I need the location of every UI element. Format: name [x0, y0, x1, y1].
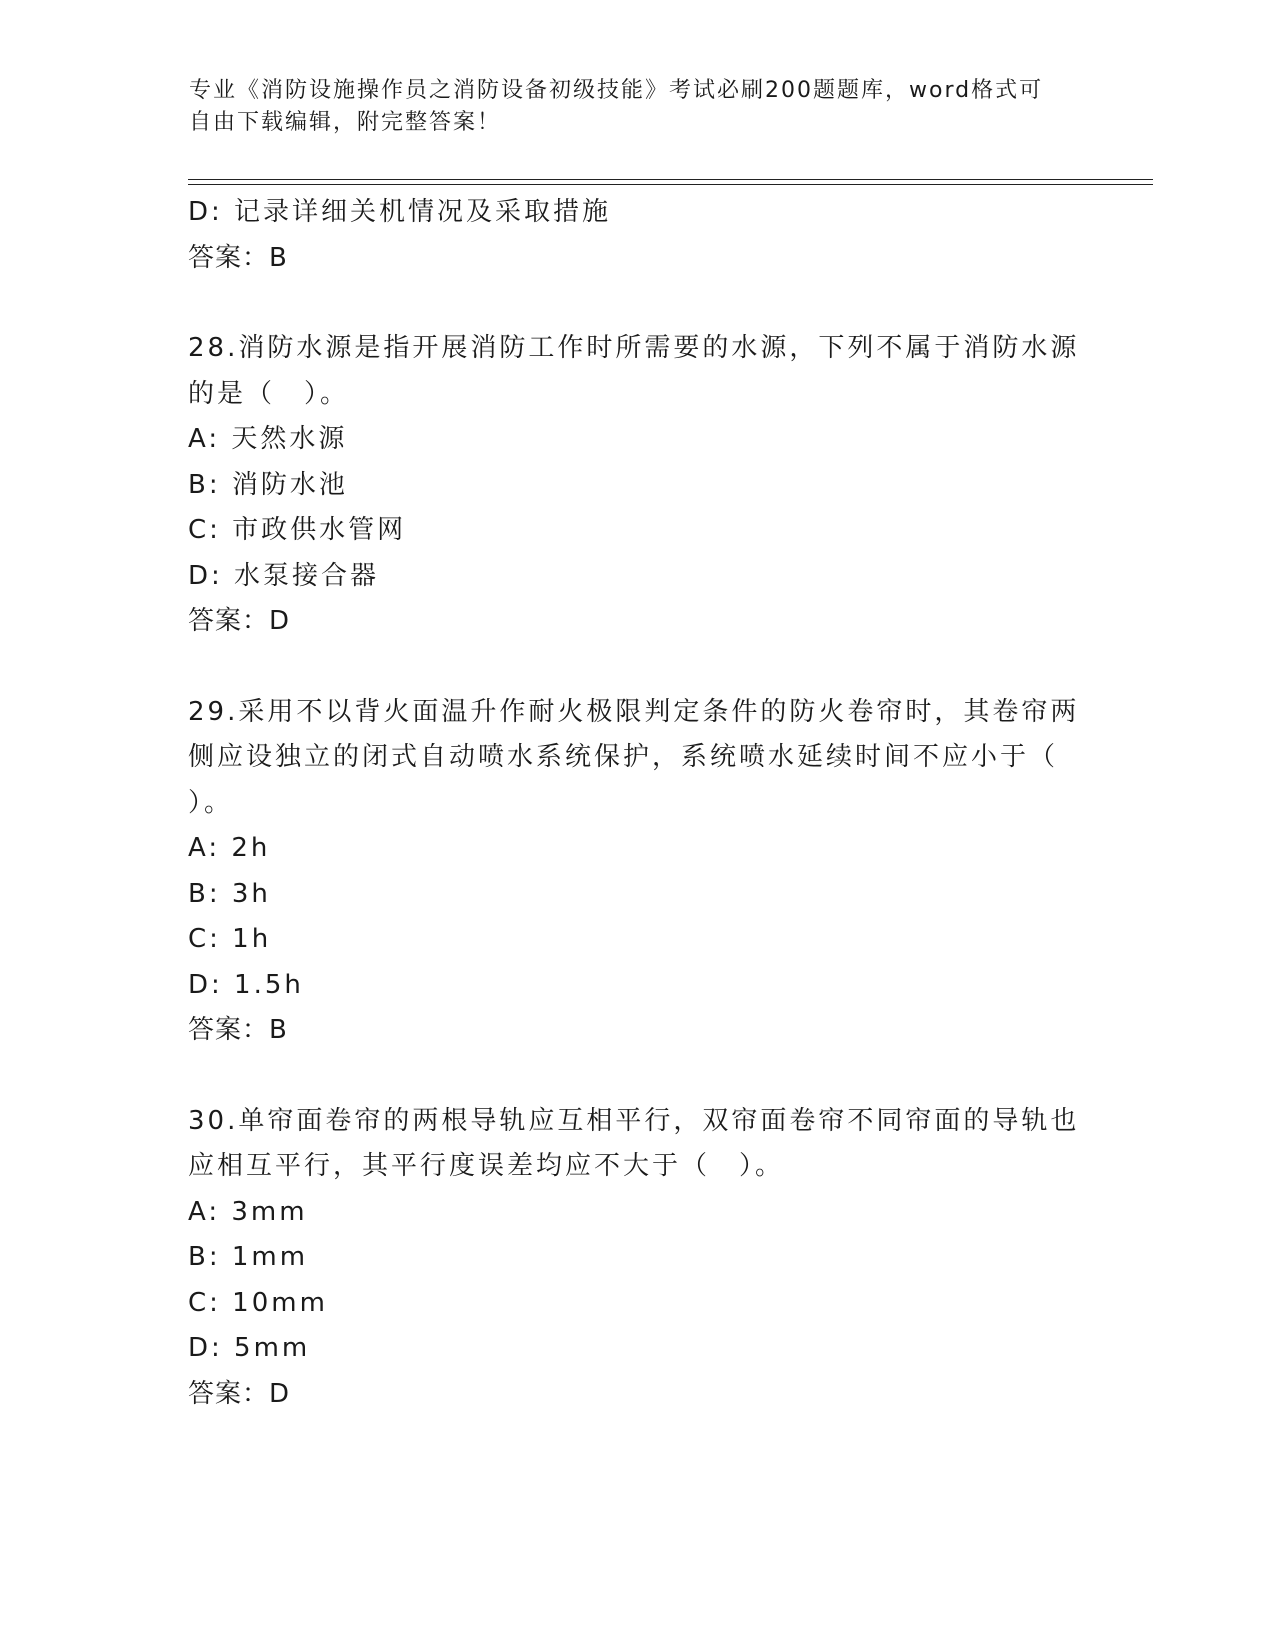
question-28	[188, 326, 1088, 645]
question-30	[188, 1099, 1088, 1418]
option-b: B: 3h	[188, 878, 271, 909]
question-text-line: 的是（ ）。	[188, 378, 350, 409]
option-d: D: 1.5h	[188, 969, 304, 1000]
option-b: B: 1mm	[188, 1242, 309, 1272]
question-text-line: 29.采用不以背火面温升作耐火极限判定条件的防火卷帘时，其卷帘两	[188, 696, 1080, 727]
option-d: D: 5mm	[188, 1333, 311, 1363]
header-divider-top	[188, 179, 1153, 180]
option-c: C: 1h	[188, 924, 272, 954]
answer: 答案：D	[188, 606, 291, 636]
question-list	[188, 190, 1088, 1417]
question-text-line: 侧应设独立的闭式自动喷水系统保护，系统喷水延续时间不应小于（	[188, 742, 1059, 772]
question-29	[188, 690, 1088, 1054]
option-a: A: 3mm	[188, 1196, 308, 1227]
option-c: C: 10mm	[188, 1287, 328, 1318]
answer: 答案：B	[188, 1015, 288, 1045]
option-d: D: 记录详细关机情况及采取措施	[188, 197, 612, 227]
document-header	[189, 75, 1069, 139]
option-a: A: 2h	[188, 833, 271, 863]
header-divider-bottom	[188, 184, 1153, 185]
question-text-line: ）。	[188, 787, 234, 818]
question-text-line: 30.单帘面卷帘的两根导轨应互相平行，双帘面卷帘不同帘面的导轨也	[188, 1105, 1080, 1136]
option-d: D: 水泵接合器	[188, 560, 380, 591]
previous-question-tail	[188, 190, 1088, 281]
question-text-line: 28.消防水源是指开展消防工作时所需要的水源，下列不属于消防水源	[188, 333, 1080, 363]
option-a: A: 天然水源	[188, 424, 348, 454]
answer: 答案：D	[188, 1378, 291, 1409]
header-line-2: 自由下载编辑，附完整答案！	[189, 110, 502, 135]
header-line-1: 专业《消防设施操作员之消防设备初级技能》考试必刷200题题库，word格式可	[189, 78, 1044, 103]
option-c: C: 市政供水管网	[188, 515, 407, 545]
answer: 答案：B	[188, 242, 288, 273]
question-text-line: 应相互平行，其平行度误差均应不大于（ ）。	[188, 1151, 785, 1181]
option-b: B: 消防水池	[188, 469, 348, 500]
